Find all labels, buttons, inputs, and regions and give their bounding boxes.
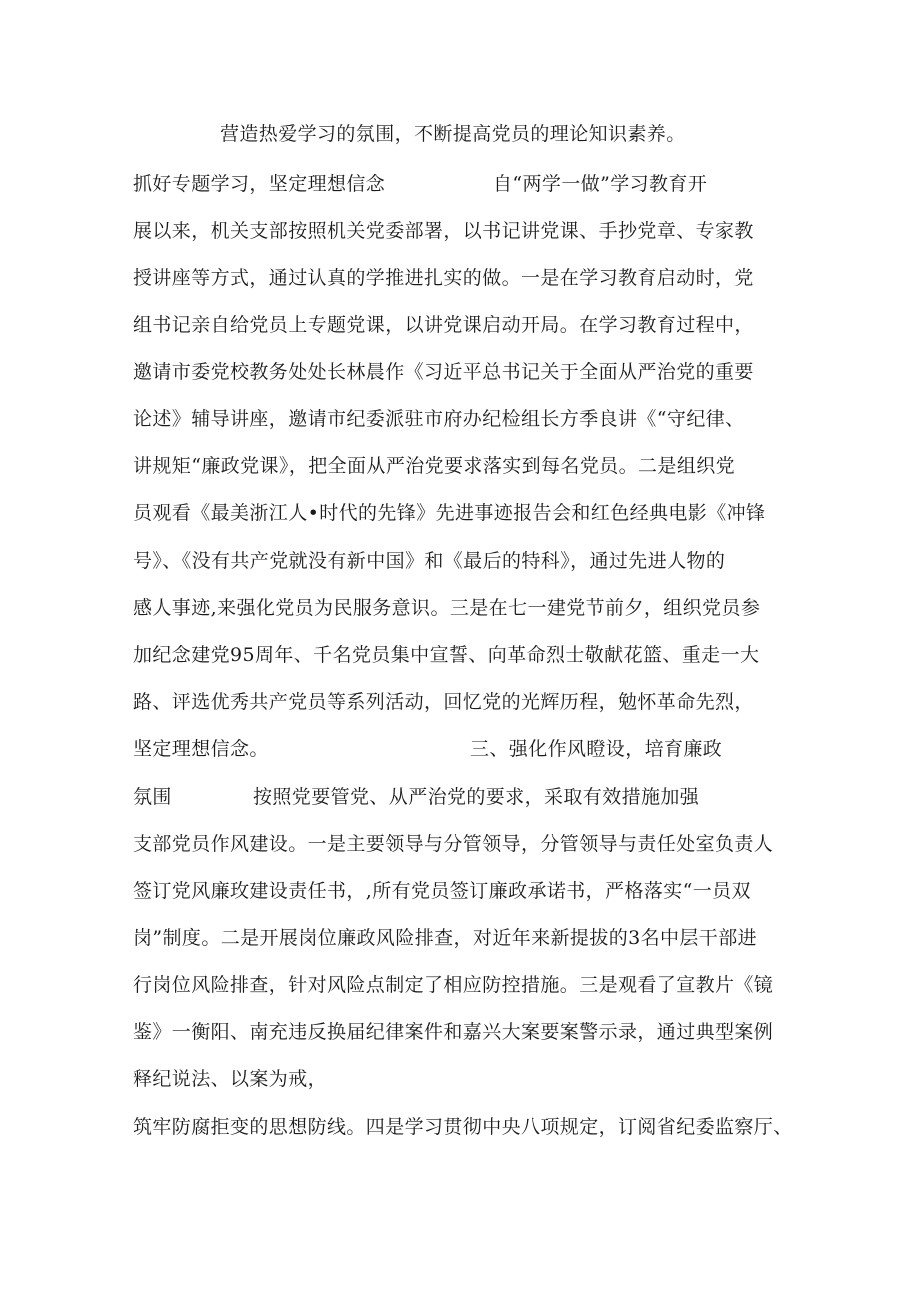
text-line-10: 号》、《没有共产党就没有新中国》和《最后的特科》，通过先进人物的 — [133, 550, 726, 572]
text-line-23: 筑牢防腐拒变的思想防线。四是学习贯彻中央八项规定，订阅省纪委监察厅、 — [133, 1116, 793, 1138]
text-line-9: 员观看《最美浙江人•时代的先锋》先进事迹报告会和红色经典电影《冲锋 — [133, 502, 766, 524]
text-line-17: 支部党员作风建设。一是主要领导与分管领导，分管领导与责任处室负责人 — [133, 833, 774, 855]
text-line-3: 展以来，机关支部按照机关党委部署，以书记讲党课、手抄党章、专家教 — [133, 220, 754, 242]
section-heading-conduct: 三、强化作风瞪设，培育廉政 — [470, 738, 723, 760]
text-line-8: 讲规矩“廉政党课》，把全面从严治党要求落实到每名党员。二是组织党 — [133, 455, 736, 477]
text-line-21: 鉴》一衡阳、南充违反换届纪律案件和嘉兴大案要案警示录，通过典型案例 — [133, 1021, 774, 1043]
text-line-12: 加纪念建党95周年、千名党员集中宣誓、向革命烈士敬献花篮、重走一大 — [133, 644, 760, 666]
text-line-20: 行岗位风险排查，针对风险点制定了相应防控措施。三是观看了宣教片《镜 — [133, 974, 774, 996]
text-line-19: 岗”制度。二是开展岗位廉政风险排查，对近年来新提拔的3名中层干部进 — [133, 927, 758, 949]
text-line-22: 释纪说法、以案为戒， — [133, 1068, 328, 1090]
text-line-4: 授讲座等方式，通过认真的学推进扎实的做。一是在学习教育启动时，党 — [133, 267, 754, 289]
text-line-6: 邀请市委党校教务处处长林晨作《习近平总书记关于全面从严治党的重要 — [133, 361, 754, 383]
text-line-7: 论述》辅导讲座，邀请市纪委派驻市府办纪检组长方季良讲《“守纪律、 — [133, 408, 745, 430]
text-line-13: 路、评选优秀共产党员等系列活动，回忆党的光辉历程，勉怀革命先烈， — [133, 691, 754, 713]
text-line-18: 签订党风廉玫建设责任书，,所有党员签订廉政承诺书，严格落实“一员双 — [133, 880, 751, 902]
text-line-14: 坚定理想信念。 — [133, 738, 269, 760]
text-line-1: 营造热爱学习的氛围，不断提高党员的理论知识素养。 — [220, 123, 686, 145]
section-heading-conduct-cont: 氛围 — [133, 786, 172, 808]
text-line-11: 感人事迹,来强化党员为民服务意识。三是在七一建党节前夕，组织党员参 — [133, 597, 761, 619]
text-line-2b: 自“两学一做”学习教育开 — [493, 173, 708, 195]
text-line-5: 组书记亲自给党员上专题党课，以讲党课启动开局。在学习教育过程中， — [133, 314, 754, 336]
text-line-16b: 按照党要管党、从严治党的要求，采取有效措施加强 — [253, 786, 700, 808]
section-heading-study: 抓好专题学习，坚定理想信念 — [133, 173, 386, 195]
